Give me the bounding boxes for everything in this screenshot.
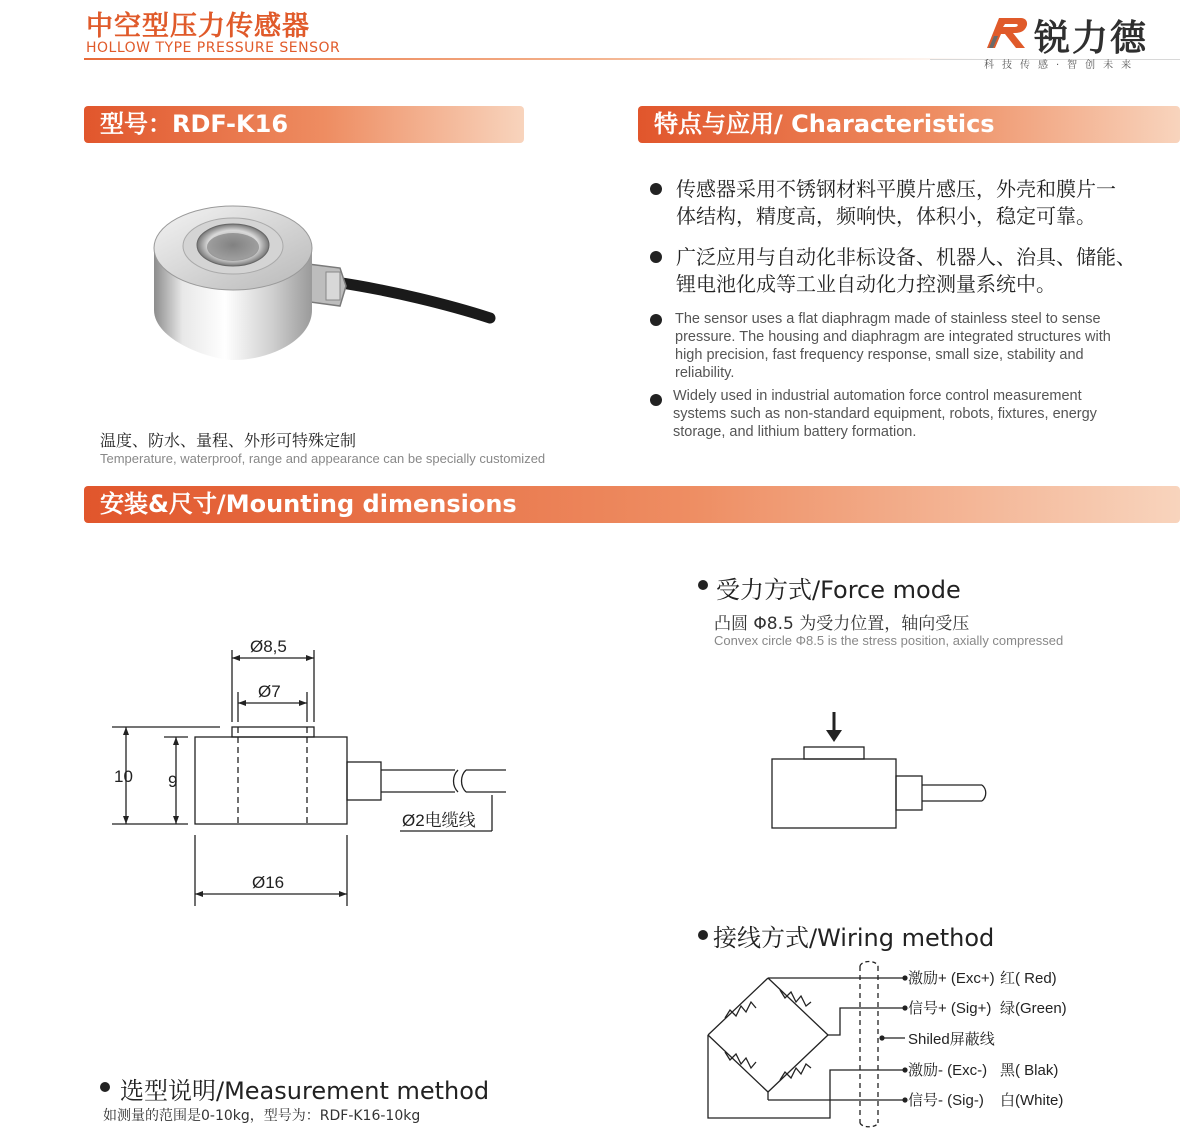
- dim-diameter-label: Ø16: [252, 873, 285, 892]
- bullet-icon: [698, 580, 708, 590]
- force-mode-drawing: [760, 710, 990, 840]
- page-subtitle: HOLLOW TYPE PRESSURE SENSOR: [86, 40, 341, 56]
- char-item-cn-1: 传感器采用不锈钢材料平膜片感压，外壳和膜片一 体结构，精度高，频响快，体积小，稳定可靠。: [676, 177, 1116, 228]
- mounting-section-bar: 安装&尺寸/Mounting dimensions: [84, 486, 1180, 523]
- custom-note-cn: 温度、防水、量程、外形可特殊定制: [100, 431, 357, 450]
- bullet-icon: [698, 930, 708, 940]
- wiring-title: 接线方式/Wiring method: [713, 924, 995, 952]
- characteristics-section-bar: 特点与应用/ Characteristics: [638, 106, 1180, 143]
- page-title: 中空型压力传感器: [86, 11, 310, 42]
- brand-name: 锐力德: [1034, 18, 1149, 59]
- wire-sig-minus-label: 信号- (Sig-): [908, 1092, 984, 1109]
- wire-shield-label: Shiled屏蔽线: [908, 1031, 995, 1048]
- wiring-diagram: [700, 958, 1180, 1128]
- brand-slogan: 科技传感·智创未来: [984, 60, 1140, 71]
- dim-inner-top-label: Ø7: [258, 682, 281, 701]
- force-mode-desc-cn: 凸圆 Φ8.5 为受力位置，轴向受压: [714, 614, 970, 634]
- wire-exc-minus-label: 激励- (Exc-): [908, 1062, 988, 1079]
- dimension-drawing: [100, 630, 520, 920]
- force-arrow-icon: [826, 730, 842, 742]
- selection-desc: 如测量的范围是0-10kg，型号为：RDF-K16-10kg: [103, 1108, 421, 1124]
- model-section-bar: 型号：RDF-K16: [84, 106, 524, 143]
- bullet-icon: [650, 251, 662, 263]
- wire-sig-plus-color: 绿(Green): [1000, 1000, 1067, 1017]
- bullet-icon: [650, 314, 662, 326]
- char-item-en-1: The sensor uses a flat diaphragm made of stainless steel to sense pressure. The housing and diaphragm are integrated structures with high precision, fast frequency response, small size, stability and reliability.: [675, 311, 1111, 381]
- bullet-icon: [650, 394, 662, 406]
- char-item-cn-2: 广泛应用与自动化非标设备、机器人、治具、储能、 锂电池化成等工业自动化力控测量系统中。: [676, 245, 1136, 296]
- wire-sig-minus-color: 白(White): [1000, 1092, 1064, 1109]
- char-item-en-2: Widely used in industrial automation force control measurement systems such as non-standard equipment, robots, fixtures, energy storage, and lithium battery formation.: [673, 388, 1097, 440]
- sensor-product-image: [150, 190, 510, 390]
- force-mode-title: 受力方式/Force mode: [716, 576, 961, 604]
- bullet-icon: [650, 183, 662, 195]
- force-mode-desc-en: Convex circle Φ8.5 is the stress position, axially compressed: [714, 633, 1064, 648]
- selection-title: 选型说明/Measurement method: [120, 1077, 490, 1105]
- dim-height-body-label: 9: [168, 772, 178, 791]
- wire-exc-minus-color: 黑( Blak): [1000, 1062, 1059, 1079]
- dim-cable-label: Ø2电缆线: [402, 811, 476, 830]
- header-divider: [84, 58, 984, 60]
- wire-sig-plus-label: 信号+ (Sig+): [908, 1000, 992, 1017]
- dim-outer-top-label: Ø8,5: [250, 637, 287, 656]
- wire-exc-plus-color: 红( Red): [1000, 970, 1057, 987]
- custom-note-en: Temperature, waterproof, range and appearance can be specially customized: [100, 451, 546, 466]
- dim-height-total-label: 10: [114, 767, 133, 786]
- bullet-icon: [100, 1082, 110, 1092]
- wire-exc-plus-label: 激励+ (Exc+): [908, 970, 995, 987]
- brand-logo-icon: [985, 14, 1029, 50]
